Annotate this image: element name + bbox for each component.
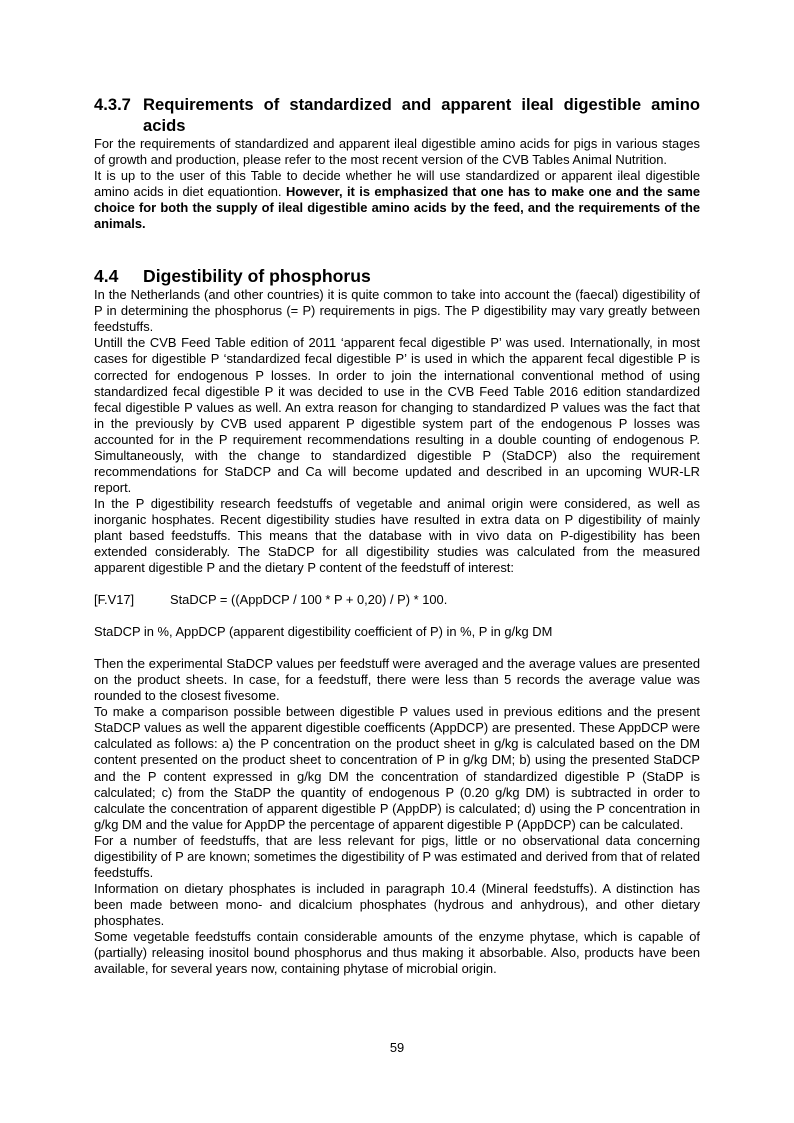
paragraph: In the Netherlands (and other countries) it is quite common to take into account the (faecal) digestibility of P in determining the phosphorus (= P) requirements in pigs. The P digestibility may vary greatly between feedstuffs.: [94, 287, 700, 335]
paragraph: Untill the CVB Feed Table edition of 2011 ‘apparent fecal digestible P’ was used. Internationally, in most cases for digestible P ‘standardized fecal digestible P’ is used in which the apparent fecal digestible P is corrected for endogenous P losses. In order to join the international conventional method of using standardized fecal digestible P it was decided to use in the CVB Feed Table 2016 edition standardized fecal digestible P values as well. An extra reason for changing to standardized P values was the fact that in the previously by CVB used apparent P digestible system part of the endogenous P losses was accounted for in the P requirement recommendations resulting in a double counting of endogenous P. Simultaneously, with the change to standardized digestible P (StaDCP) also the requirement recommendations for StaDCP and Ca will become updated and described in an upcoming WUR-LR report.: [94, 335, 700, 495]
paragraph: For a number of feedstuffs, that are less relevant for pigs, little or no observational data concerning digestibility of P are known; sometimes the digestibility of P was estimated and derived from that of related feedstuffs.: [94, 832, 700, 880]
section-heading-4-4: [94, 265, 700, 287]
section-title: Requirements of standardized and apparent ileal digestible amino acids: [143, 95, 700, 135]
paragraph: For the requirements of standardized and apparent ileal digestible amino acids for pigs in various stages of growth and production, please refer to the most recent version of the CVB Tables Animal Nutrition.: [94, 136, 700, 168]
section-number: 4.3.7: [94, 95, 131, 114]
formula: [94, 592, 700, 608]
paragraph: Information on dietary phosphates is included in paragraph 10.4 (Mineral feedstuffs). A distinction has been made between mono- and dicalcium phosphates (hydrous and anhydrous), and other dietary phosphates.: [94, 880, 700, 928]
bold-emphasis-text: However, it is emphasized that one has to make one and the same choice for both the supply of ileal digestible amino acids by the feed, and the requirements of the animals.: [94, 184, 700, 232]
section-title: Digestibility of phosphorus: [143, 266, 371, 287]
section-heading-4-3-7: [94, 94, 700, 136]
paragraph: To make a comparison possible between digestible P values used in previous editions and the present StaDCP values as well the apparent digestible coefficents (AppDCP) are presented. These AppDCP were calculated as follows: a) the P concentration on the product sheet in g/kg is calculated based on the DM content presented on the product sheet to concentration of P in g/kg DM; b) using the presented StaDCP and the P content expressed in g/kg DM the concentration of standardized digestible P (StaDP is calculated; c) from the StaDP the quantity of endogenous P (0.20 g/kg DM) is subtracted in order to calculate the concentration of apparent digestible P (AppDP) is calculated; d) using the P concentration in g/kg DM and the value for AppDP the percentage of apparent digestible P (AppDCP) can be calculated.: [94, 704, 700, 832]
formula-legend: StaDCP in %, AppDCP (apparent digestibility coefficient of P) in %, P in g/kg DM: [94, 624, 553, 640]
document-page: [94, 94, 700, 977]
formula-expression: StaDCP = ((AppDCP / 100 * P + 0,20) / P) * 100.: [170, 592, 448, 608]
paragraph-emphasis: [94, 168, 700, 232]
paragraph: Some vegetable feedstuffs contain considerable amounts of the enzyme phytase, which is capable of (partially) releasing inositol bound phosphorus and thus making it absorbable. Also, products have been available, for several years now, containing phytase of microbial origin.: [94, 928, 700, 977]
formula-reference: [F.V17]: [94, 592, 135, 608]
page-number: 59: [389, 1040, 405, 1055]
paragraph: Then the experimental StaDCP values per feedstuff were averaged and the average values are presented on the product sheets. In case, for a feedstuff, there were less than 5 records the average value was rounded to the closest fivesome.: [94, 656, 700, 704]
paragraph-text: It is up to the user of this Table to decide whether he will use standardized or apparent ileal digestible amino acids in diet equationtion.: [94, 168, 700, 200]
section-spacer: [94, 232, 700, 265]
paragraph: In the P digestibility research feedstuffs of vegetable and animal origin were considered, as well as inorganic hosphates. Recent digestibility studies have resulted in extra data on P digestibility of mainly plant based feedstuffs. This means that the database with in vivo data on P-digestibility has been extended considerably. The StaDCP for all digestibility studies was calculated from the measured apparent digestible P and the dietary P content of the feedstuff of interest:: [94, 495, 700, 576]
section-number: 4.4: [94, 266, 119, 287]
